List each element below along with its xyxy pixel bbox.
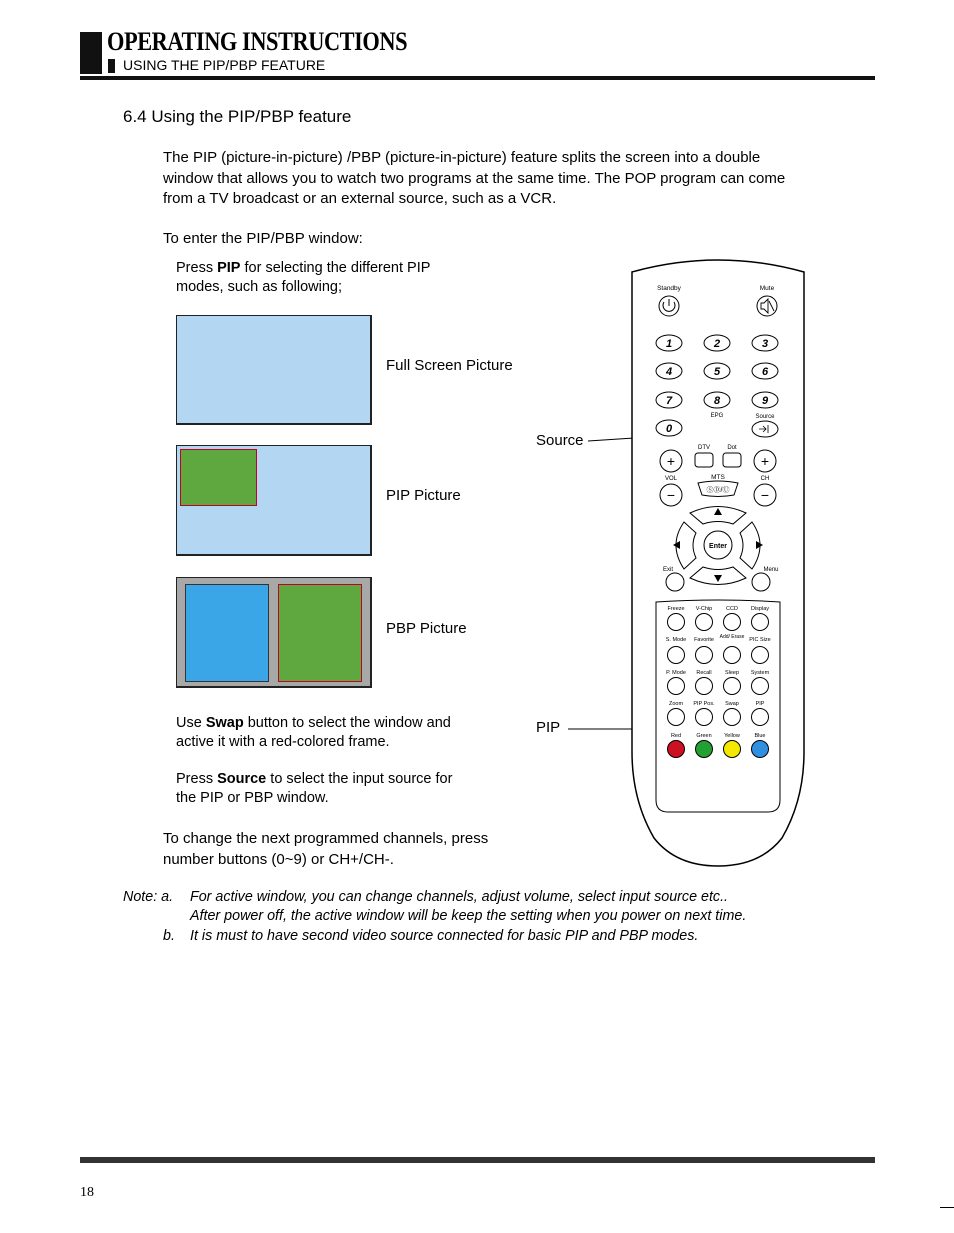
dtv-button [695,453,713,467]
svg-text:2: 2 [713,338,721,350]
swap-button [724,709,741,726]
pbp-right-window [278,584,362,682]
swap-keyword: Swap [205,715,244,731]
display-button [752,614,769,631]
blue-button [752,741,769,758]
svg-text:PIC Size: PIC Size [749,637,771,643]
svg-text:+: + [666,453,676,469]
pip-keyword: PIP [217,260,241,276]
svg-text:Yellow: Yellow [724,733,740,739]
full-screen-illustration [176,315,372,425]
recall-button [696,678,713,695]
enter-instruction: To enter the PIP/PBP window: [163,230,363,247]
svg-text:4: 4 [665,366,673,378]
exit-button [666,573,684,591]
svg-text:CCD: CCD [726,606,738,612]
svg-text:+: + [760,453,770,469]
mode-label-full: Full Screen Picture [386,357,513,374]
page-header-subtitle: USING THE PIP/PBP FEATURE [123,57,326,73]
standby-label: Standby [657,285,681,292]
system-button [752,678,769,695]
s-mode-button [668,647,685,664]
green-button [696,741,713,758]
page-number: 18 [80,1185,94,1200]
pbp-left-window [185,584,269,682]
edge-mark [940,1207,954,1208]
callout-label-source: Source [536,432,584,449]
svg-text:7: 7 [665,395,673,407]
pip-pos-button [696,709,713,726]
yellow-button [724,741,741,758]
sleep-button [724,678,741,695]
svg-text:Favorite: Favorite [694,637,714,643]
pbp-screen-illustration [176,577,372,688]
svg-text:6: 6 [761,366,769,378]
intro-paragraph [163,148,785,210]
menu-button [752,573,770,591]
source-instruction: Press Source to select the input source for the PIP or PBP window. [176,771,453,806]
source-keyword: Source [217,771,267,787]
callout-label-pip: PIP [536,719,561,736]
pic-size-button [752,647,769,664]
mts-label: MTS [711,474,725,481]
svg-text:9: 9 [761,395,769,407]
freeze-button [668,614,685,631]
mode-label-pip: PIP Picture [386,487,461,504]
header-bar-mark [80,32,102,74]
svg-text:0: 0 [665,423,673,435]
dot-label: Dot [727,445,737,451]
exit-label: Exit [662,567,674,573]
section-title: 6.4 Using the PIP/PBP feature [123,107,352,126]
svg-text:−: − [666,487,676,503]
svg-text:Freeze: Freeze [667,606,685,612]
source-button-label: Source [755,414,775,420]
svg-text:Sleep: Sleep [724,670,740,676]
dot-button [723,453,741,467]
intro-line: from a TV broadcast or an external source, such as a VCR. [163,190,557,207]
svg-text:Add/ Erase: Add/ Erase [719,634,745,640]
svg-text:1: 1 [665,338,673,350]
page-header-title: OPERATING INSTRUCTIONS [107,27,408,56]
intro-line: The PIP (picture-in-picture) /PBP (picture-in-picture) feature splits the screen into a double [163,149,761,166]
vol-label: VOL [664,476,678,482]
note-a-prefix: Note: a. [123,889,174,905]
subheader-mark [108,59,115,73]
svg-text:System: System [750,670,770,676]
menu-label: Menu [763,567,779,573]
svg-text:S. Mode: S. Mode [665,637,687,643]
header-rule [80,76,875,80]
press-pip-instruction: Press PIP for selecting the different PIP modes, such as following; [176,260,431,295]
svg-text:P. Mode: P. Mode [666,670,686,676]
svg-text:Blue: Blue [754,733,766,739]
epg-label: EPG [710,413,724,419]
note-a-line2: After power off, the active window will be keep the setting when you power on next time. [190,908,747,924]
red-button [668,741,685,758]
change-channels-instruction: To change the next programmed channels, press number buttons (0~9) or CH+/CH-. [163,830,489,868]
svg-text:5: 5 [713,366,721,378]
zoom-button [668,709,685,726]
enter-label: Enter [709,543,727,550]
svg-text:PIP: PIP [755,701,765,707]
svg-text:Swap: Swap [725,701,739,707]
ch-label: CH [760,476,770,482]
mute-label: Mute [759,285,775,292]
svg-text:8: 8 [713,395,721,407]
svg-text:Display: Display [750,606,770,612]
mute-button [757,296,777,316]
svg-text:Recall: Recall [696,670,712,676]
ccd-button [724,614,741,631]
add-erase-button [724,647,741,664]
svg-text:Red: Red [670,733,682,739]
swap-instruction: Use Swap button to select the window and active it with a red-colored frame. [176,715,451,750]
svg-text:PIP Pos.: PIP Pos. [693,701,715,707]
svg-text:Zoom: Zoom [668,701,684,707]
pip-button [752,709,769,726]
svg-text:−: − [760,487,770,503]
note-b-text: It is must to have second video source connected for basic PIP and PBP modes. [190,928,699,944]
mode-label-pbp: PBP Picture [386,620,467,637]
footer-rule [80,1157,875,1163]
svg-text:3: 3 [761,338,769,350]
remote-control-illustration [520,250,820,870]
intro-line: window that allows you to watch two programs at the same time. The POP program can come [163,169,786,187]
pip-subwindow [180,449,257,506]
note-b-prefix: b. [163,928,175,944]
mts-icon: ⓈⒹ/Ⓤ [706,487,730,494]
v-chip-button [696,614,713,631]
dtv-label: DTV [698,445,710,451]
svg-text:V-Chip: V-Chip [695,606,713,612]
pip-screen-illustration [176,445,372,556]
note-a-line1: For active window, you can change channels, adjust volume, select input source etc.. [190,889,729,905]
favorite-button [696,647,713,664]
p-mode-button [668,678,685,695]
svg-text:Green: Green [696,733,712,739]
